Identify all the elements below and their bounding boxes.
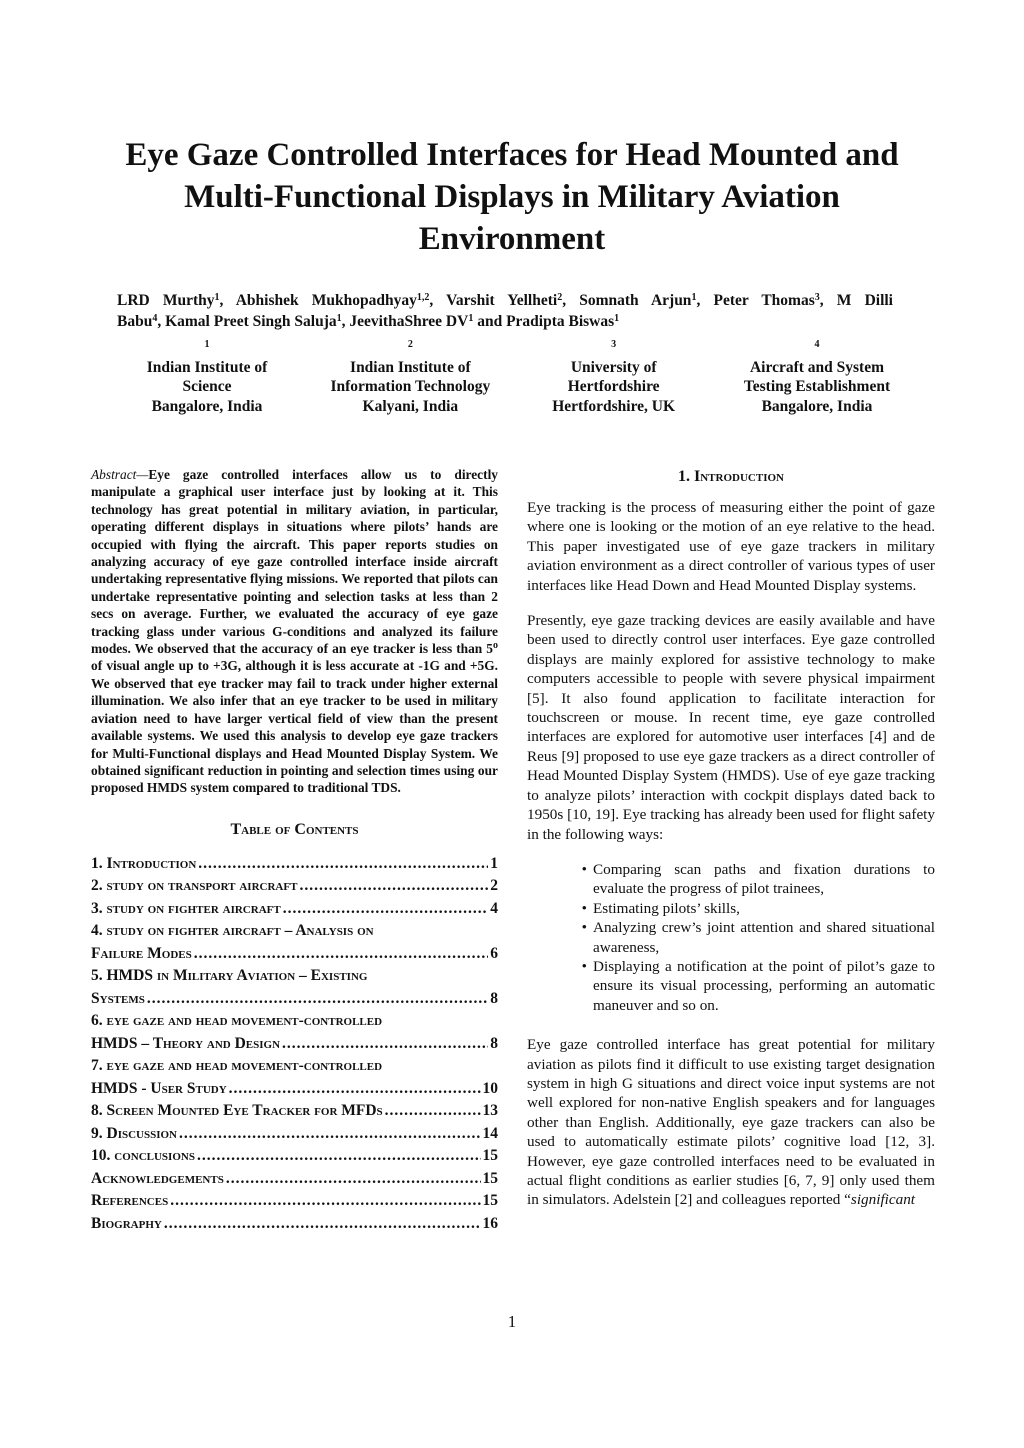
table-of-contents [91, 853, 498, 1236]
intro-paragraph [527, 1035, 935, 1210]
affiliation [107, 338, 307, 416]
toc-label: 4. study on fighter aircraft – Analysis on [91, 922, 374, 940]
affiliation-line: Bangalore, India [151, 397, 263, 415]
toc-page: 15 [482, 1169, 498, 1187]
intro-paragraph: Eye tracking is the process of measuring either the point of gaze where one is looking or the motion of an eye relative to the head. This paper investigated use of eye gaze trackers in military aviation environment as a direct controller of various types of user interfaces like Head Down and Head Mounted Display systems. [527, 499, 935, 594]
list-item: • Displaying a notification at the point of pilot’s gaze to ensure its visual processing, performing an automatic maneuver and so on. [587, 957, 935, 1015]
toc-entry[interactable] [91, 898, 498, 921]
toc-entry[interactable] [91, 853, 498, 876]
toc-page: 6 [490, 944, 498, 962]
toc-page: 16 [482, 1214, 498, 1232]
toc-entry[interactable] [91, 1100, 498, 1123]
left-column [91, 466, 498, 1235]
affiliation-line [107, 338, 307, 377]
toc-page: 10 [482, 1079, 498, 1097]
author-affil-sup: 1 [468, 313, 474, 324]
author-name: , Abhishek Mukhopadhyay [219, 292, 417, 309]
author-name: and Pradipta Biswas [473, 313, 615, 330]
author-affil-sup: 1,2 [416, 292, 430, 303]
toc-entry[interactable] [91, 1055, 498, 1100]
affiliation-line: Kalyani, India [362, 397, 459, 415]
author-affil-sup: 2 [557, 292, 563, 303]
toc-line [91, 943, 498, 966]
toc-label: References [91, 1192, 169, 1210]
toc-line [91, 1033, 498, 1056]
toc-leader [170, 1190, 480, 1213]
title-line: Multi-Functional Displays in Military Aviation [184, 179, 840, 215]
toc-page: 15 [482, 1192, 498, 1210]
affiliation [717, 338, 917, 416]
title-line: Environment [418, 221, 606, 257]
abstract-dash: — [136, 467, 149, 482]
author-affil-sup: 1 [691, 292, 697, 303]
author-name: , Varshit Yellheti [429, 292, 558, 309]
right-column [527, 466, 935, 1226]
paragraph-text: Eye gaze controlled interface has great potential for military aviation as pilots find it difficult to use existing target designation system in high G situations and direct voice input systems are not well explored for non-native English speakers and for languages other than English. Additionally, eye gaze trackers can also be used to automatically estimate pilots’ cognitive load [12, 3]. However, eye gaze controlled interfaces need to be evaluated in actual flight conditions as earlier studies [6, 7, 9] only used them in simulators. Adelstein [2] and colleagues reported “ [527, 1036, 935, 1209]
author-name: , Kamal Preet Singh Saluja [157, 313, 337, 330]
degree-sup: o [493, 640, 498, 652]
toc-line [91, 1078, 498, 1101]
affiliation-line [310, 338, 510, 377]
author-affil-sup: 1 [614, 313, 620, 324]
list-item: • Analyzing crew’s joint attention and shared situational awareness, [587, 918, 935, 957]
toc-page: 1 [490, 854, 498, 872]
toc-leader [226, 1168, 481, 1191]
toc-page: 8 [490, 989, 498, 1007]
toc-label: 6. eye gaze and head movement-controlled [91, 1012, 383, 1030]
intro-paragraph: Presently, eye gaze tracking devices are easily available and have been used to directly control user interfaces. Eye gaze controlled displays are mainly explored for assistive technology to make computers accessible to people with severe physical impairment [5]. It also found application to facilitate interaction for touchscreen or mouse. In recent time, eye gaze controlled interfaces are explored for automotive user interfaces [4] and de Reus [9] proposed to use eye gaze trackers as a direct controller of Head Mounted Display System (HMDS). Use of eye gaze tracking to analyze pilots’ interaction with cockpit displays dated back to 1950s [10, 19]. Eye tracking has already been used for flight safety in the following ways: [527, 612, 935, 843]
toc-entry[interactable] [91, 1123, 498, 1146]
author-name: , Somnath Arjun [562, 292, 692, 309]
eye-tracking-uses-list [527, 860, 935, 1015]
author-affil-sup: 4 [152, 313, 158, 324]
author-line [117, 311, 893, 332]
list-item: • Estimating pilots’ skills, [587, 899, 935, 918]
affiliation [310, 338, 510, 416]
toc-label: HMDS - User Study [91, 1079, 227, 1097]
toc-leader [164, 1213, 481, 1236]
affiliation-text: University of [570, 358, 657, 376]
affiliation-sup: 4 [814, 339, 820, 350]
author-name: LRD Murthy [117, 292, 215, 309]
author-name: , Peter Thomas [696, 292, 815, 309]
toc-heading: Table of Contents [230, 820, 359, 838]
author-list [117, 290, 893, 332]
affiliation-line: Science [182, 378, 232, 395]
toc-label: 7. eye gaze and head movement-controlled [91, 1057, 383, 1075]
section-heading-introduction: 1. Introduction [678, 468, 784, 485]
abstract-text: of visual angle up to +3G, although it is less accurate at -1G and +5G. We observed that eye tracker may fail to track under higher external illumination. We also infer that an eye tracker to be used in military aviation need to have larger vertical field of view than the present available systems. We used this analysis to develop eye gaze trackers for Multi-Functional displays and Head Mounted Display System. We obtained significant reduction in pointing and selection times using our proposed HMDS system compared to traditional TDS. [91, 658, 498, 796]
toc-label: HMDS – Theory and Design [91, 1034, 281, 1052]
toc-leader [229, 1078, 481, 1101]
toc-leader [198, 853, 488, 876]
toc-leader [194, 943, 489, 966]
toc-page: 4 [490, 899, 498, 917]
affiliation-line: Bangalore, India [761, 397, 873, 415]
affiliation-line [514, 338, 714, 377]
italic-quote: significant [850, 1191, 916, 1209]
toc-leader [385, 1100, 481, 1123]
toc-label: 3. study on fighter aircraft [91, 899, 281, 917]
toc-label: 1. Introduction [91, 854, 197, 872]
affiliation [514, 338, 714, 416]
affiliation-line: Testing Establishment [743, 378, 891, 395]
toc-label: 2. study on transport aircraft [91, 877, 298, 895]
author-affil-sup: 1 [336, 313, 342, 324]
toc-entry[interactable] [91, 1168, 498, 1191]
author-name: , JeevithaShree DV [341, 313, 469, 330]
toc-entry[interactable] [91, 1145, 498, 1168]
toc-page: 13 [482, 1102, 498, 1120]
author-name: Babu [117, 313, 153, 330]
toc-leader [197, 1145, 481, 1168]
toc-entry[interactable] [91, 1010, 498, 1055]
toc-label: Biography [91, 1214, 162, 1232]
affiliation-sup: 1 [204, 339, 210, 350]
affiliation-sup: 3 [611, 339, 617, 350]
affiliations [107, 338, 917, 416]
toc-label: 8. Screen Mounted Eye Tracker for MFDs [91, 1102, 383, 1120]
author-affil-sup: 3 [814, 292, 820, 303]
title-line: Eye Gaze Controlled Interfaces for Head Mounted and [125, 137, 899, 173]
toc-entry[interactable] [91, 1190, 498, 1213]
toc-leader [283, 898, 489, 921]
toc-label: Acknowledgements [91, 1169, 224, 1187]
toc-line [91, 988, 498, 1011]
abstract [91, 466, 498, 797]
toc-entry[interactable] [91, 1213, 498, 1236]
affiliation-text: Indian Institute of [146, 358, 268, 376]
author-name: , M Dilli [819, 292, 893, 309]
affiliation-text: Aircraft and System [749, 358, 884, 376]
affiliation-sup: 2 [407, 339, 413, 350]
paper-title [80, 134, 944, 260]
abstract-lead: Abstract [91, 467, 137, 482]
toc-leader [299, 875, 488, 898]
toc-label: 5. HMDS in Military Aviation – Existing [91, 967, 368, 985]
affiliation-text: Indian Institute of [350, 358, 471, 376]
toc-leader [282, 1033, 488, 1056]
page-number: 1 [507, 1312, 517, 1331]
author-affil-sup: 1 [214, 292, 220, 303]
abstract-text: Eye gaze controlled interfaces allow us to directly manipulate a graphical user interface just by looking at it. This technology has great potential in military aviation, in particular, operating different displays in situations where pilots’ hands are occupied with flying the aircraft. This paper reports studies on analyzing accuracy of eye gaze controlled interface inside aircraft undertaking representative flying missions. We reported that pilots can undertake representative pointing and selection tasks at less than 2 secs on average. Further, we evaluated the accuracy of eye gaze tracking glass under various G-conditions and analyzed its failure modes. We observed that the accuracy of an eye tracker is less than 5 [91, 467, 498, 657]
affiliation-line: Information Technology [330, 378, 491, 395]
toc-leader [179, 1123, 481, 1146]
affiliation-line [717, 338, 917, 377]
toc-page: 14 [482, 1124, 498, 1142]
list-item: • Comparing scan paths and fixation durations to evaluate the progress of pilot trainees, [587, 860, 935, 899]
toc-page: 2 [490, 877, 498, 895]
toc-label: Failure Modes [91, 944, 192, 962]
toc-entry[interactable] [91, 920, 498, 965]
toc-label: 10. conclusions [91, 1147, 195, 1165]
toc-entry[interactable] [91, 875, 498, 898]
affiliation-line: Hertfordshire [567, 378, 660, 395]
toc-page: 8 [490, 1034, 498, 1052]
toc-label: 9. Discussion [91, 1124, 177, 1142]
toc-page: 15 [482, 1147, 498, 1165]
affiliation-line: Hertfordshire, UK [552, 397, 676, 415]
author-line [117, 290, 893, 311]
toc-entry[interactable] [91, 965, 498, 1010]
toc-leader [147, 988, 488, 1011]
toc-label: Systems [91, 989, 145, 1007]
